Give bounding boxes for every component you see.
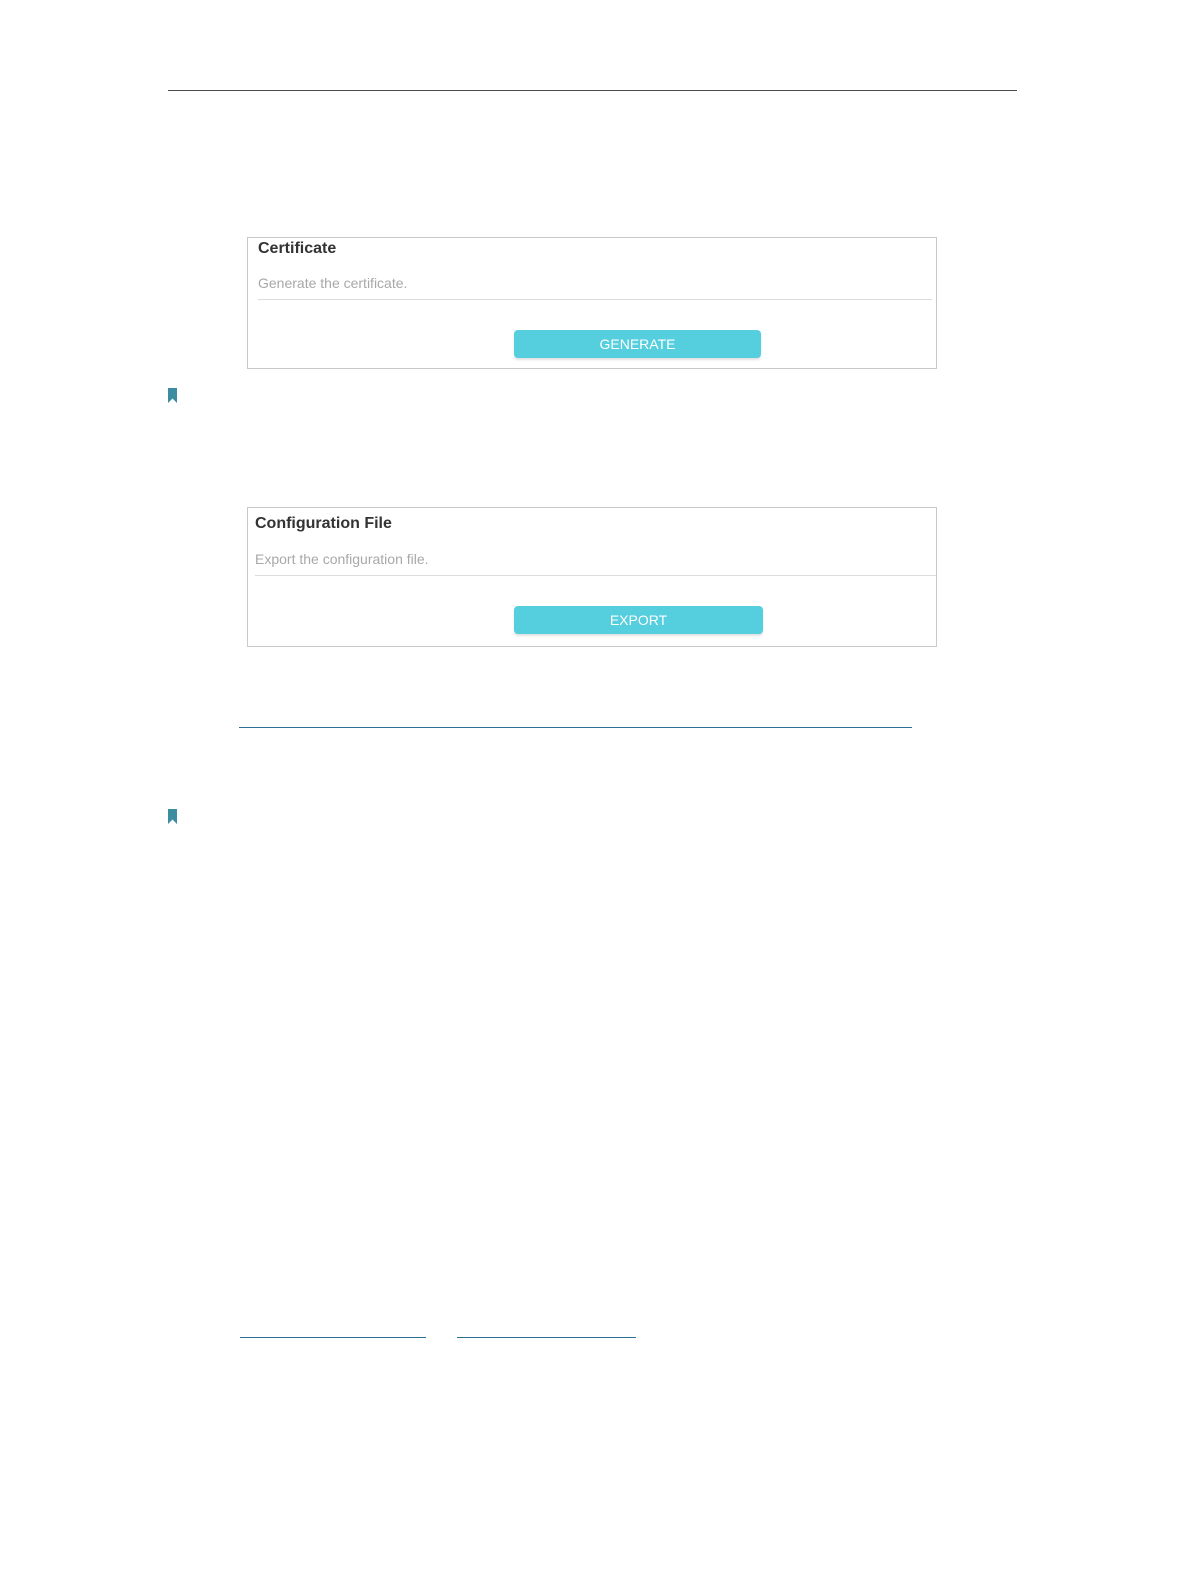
bookmark-icon: [168, 388, 178, 403]
certificate-title: Certificate: [258, 240, 337, 257]
configuration-file-divider: [255, 575, 936, 576]
link-underline[interactable]: [239, 727, 912, 728]
bookmark-icon: [168, 809, 178, 824]
link-underline[interactable]: [457, 1337, 636, 1338]
certificate-divider: [258, 299, 932, 300]
configuration-file-panel: [247, 507, 937, 647]
export-button[interactable]: EXPORT: [514, 606, 763, 634]
header-rule: [168, 90, 1017, 91]
configuration-file-title: Configuration File: [255, 515, 392, 532]
certificate-panel: [247, 237, 937, 369]
link-underline[interactable]: [240, 1337, 426, 1338]
certificate-description: Generate the certificate.: [258, 275, 408, 291]
configuration-file-description: Export the configuration file.: [255, 551, 429, 567]
generate-button[interactable]: GENERATE: [514, 330, 761, 358]
